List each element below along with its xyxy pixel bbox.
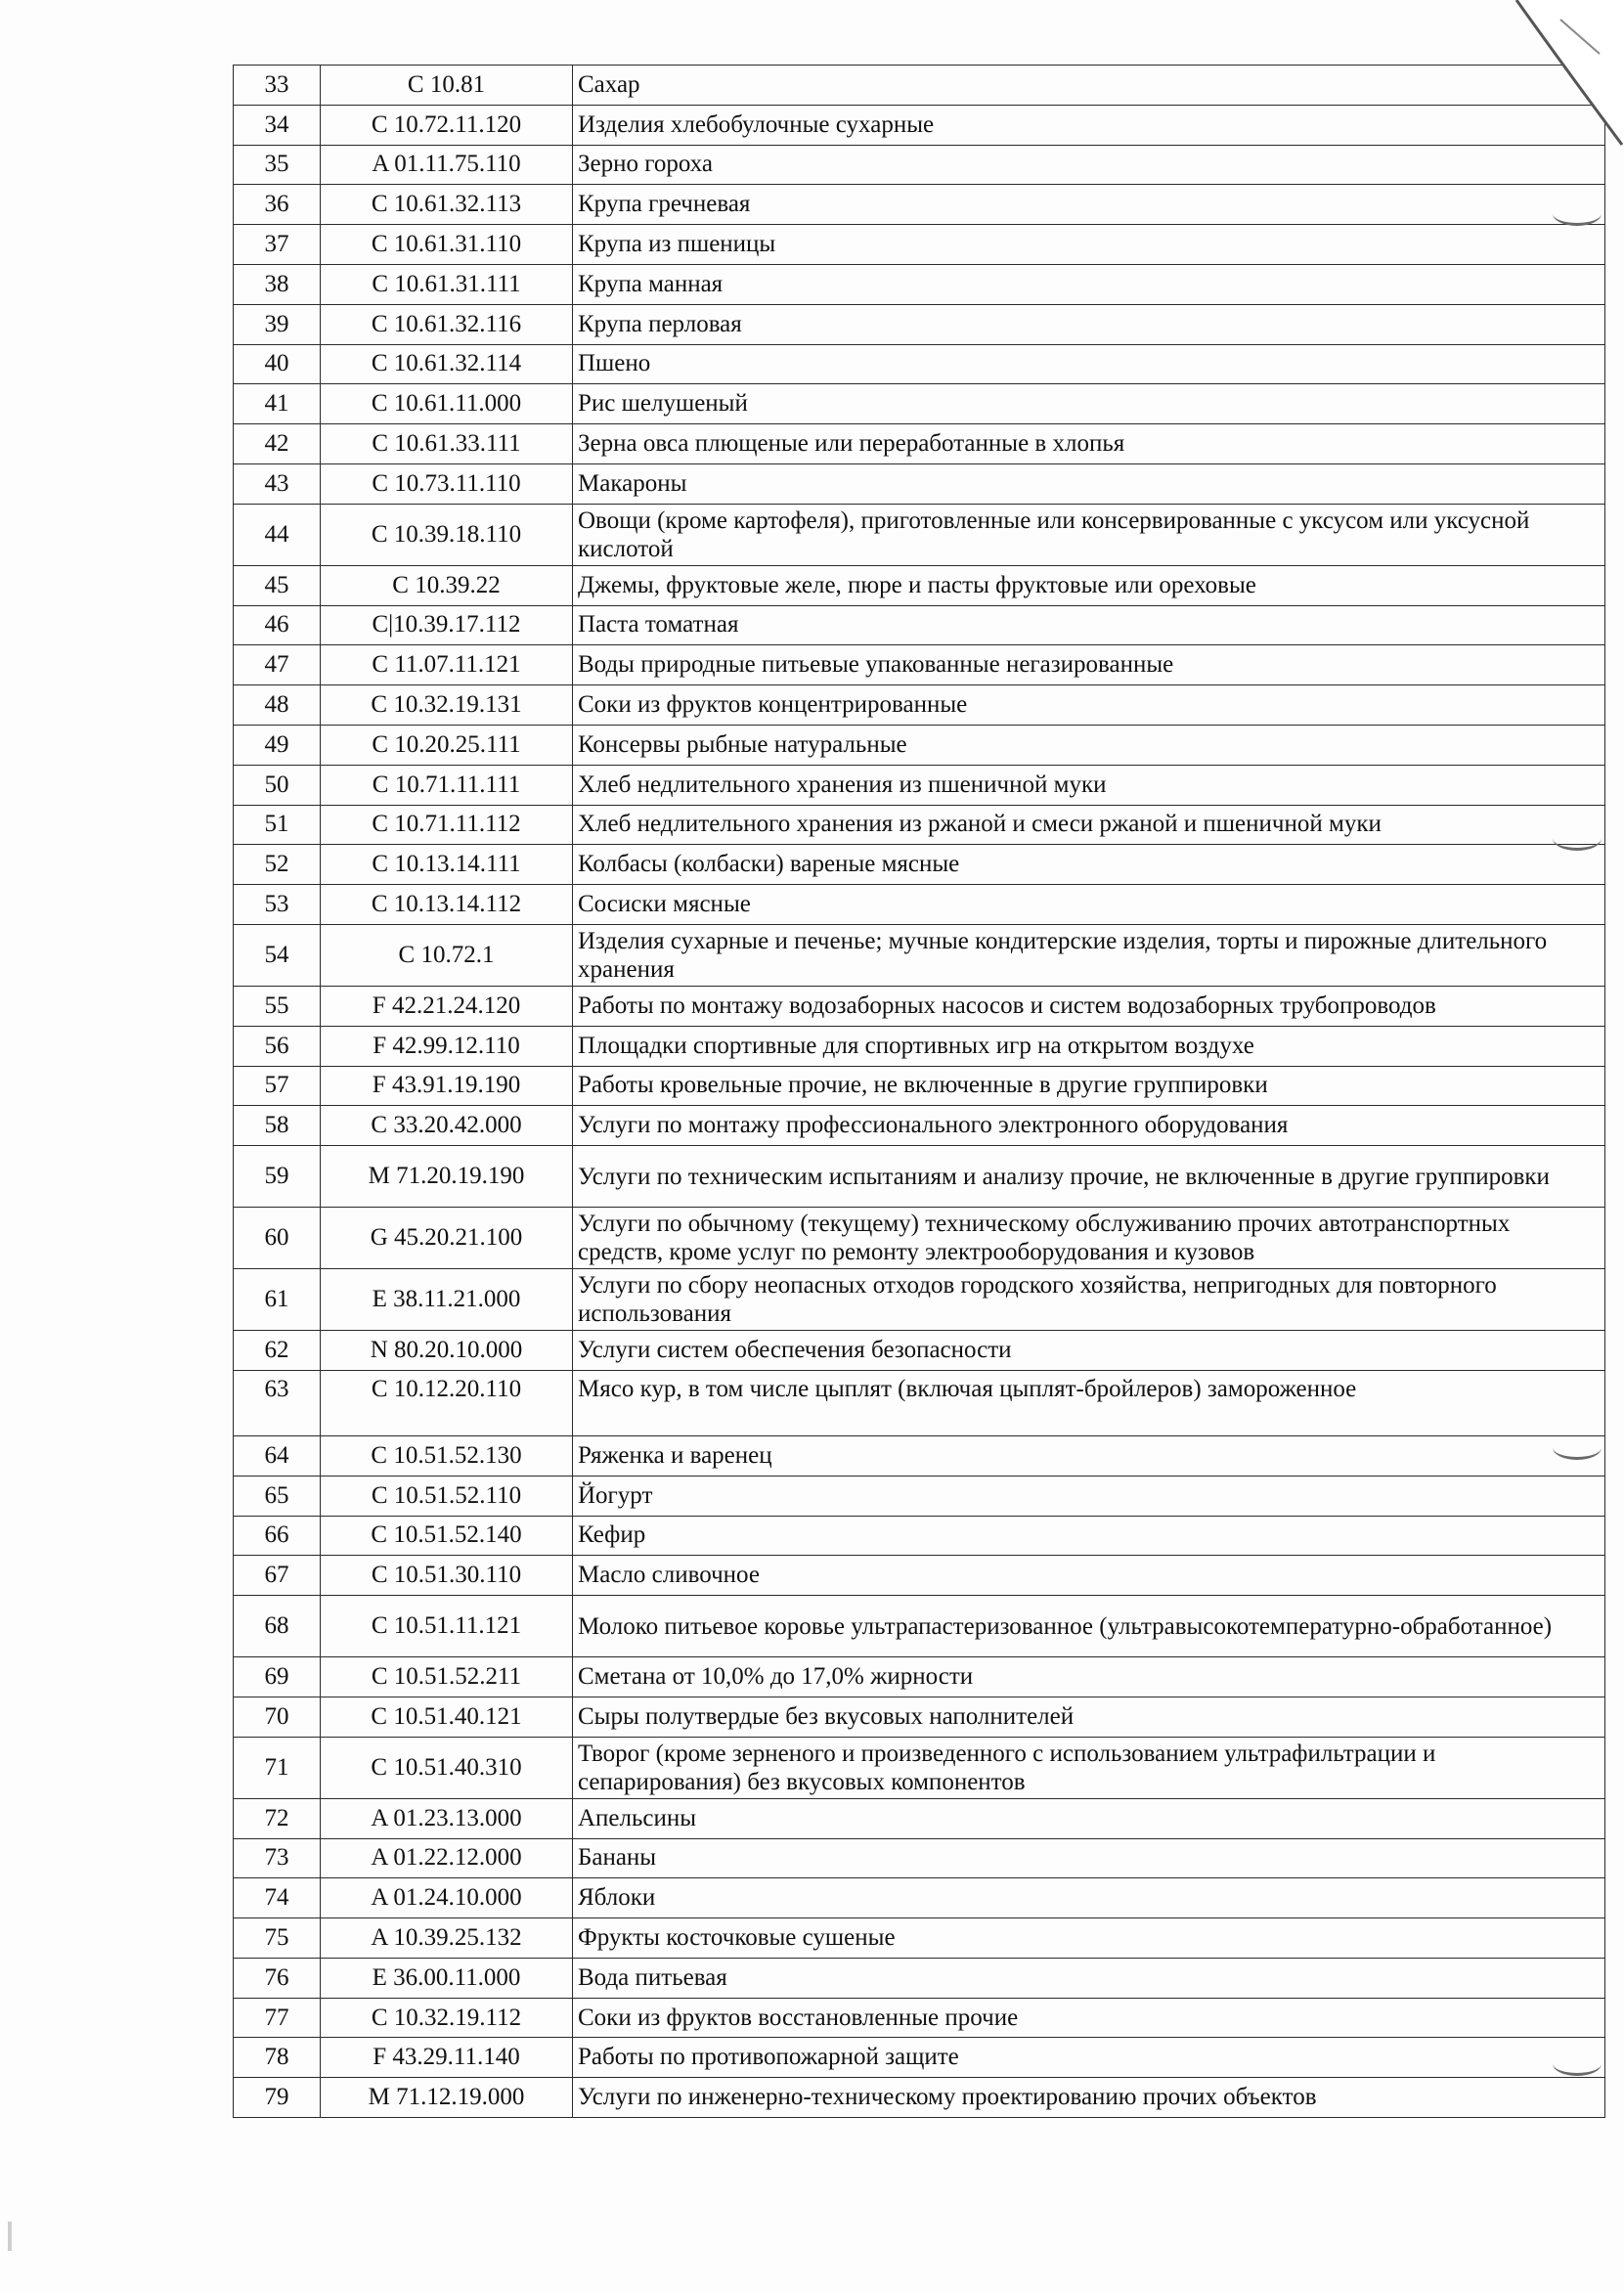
item-name-cell: Хлеб недлительного хранения из ржаной и смеси ржаной и пшеничной муки [573,805,1605,845]
okpd-code-cell: C 10.61.11.000 [321,384,573,424]
item-name-cell: Йогурт [573,1476,1605,1516]
table-row [234,1026,1605,1066]
item-name-cell: Пшено [573,344,1605,384]
item-name-cell: Услуги по инженерно-техническому проектированию прочих объектов [573,2078,1605,2118]
table-row [234,1066,1605,1106]
item-name-cell: Бананы [573,1838,1605,1878]
row-number-cell: 62 [234,1331,321,1371]
item-name-cell: Яблоки [573,1878,1605,1918]
okpd-code-cell: A 01.22.12.000 [321,1838,573,1878]
table-row [234,1146,1605,1208]
item-name-cell: Соки из фруктов восстановленные прочие [573,1998,1605,2038]
item-name-cell: Молоко питьевое коровье ультрапастеризованное (ультравысокотемпературно-обработанное) [573,1596,1605,1657]
item-name-cell: Сыры полутвердые без вкусовых наполнителей [573,1697,1605,1737]
okpd-code-cell: C 10.81 [321,66,573,106]
row-number-cell: 33 [234,66,321,106]
table-row [234,685,1605,726]
okpd-code-cell: C 10.51.40.121 [321,1697,573,1737]
okpd-code-cell: A 01.11.75.110 [321,145,573,185]
okpd-code-cell: G 45.20.21.100 [321,1208,573,1269]
row-number-cell: 65 [234,1476,321,1516]
row-number-cell: 53 [234,885,321,925]
row-number-cell: 47 [234,645,321,685]
row-number-cell: 55 [234,986,321,1026]
row-number-cell: 79 [234,2078,321,2118]
table-row [234,1657,1605,1697]
row-number-cell: 74 [234,1878,321,1918]
item-name-cell: Услуги систем обеспечения безопасности [573,1331,1605,1371]
item-name-cell: Рис шелушеный [573,384,1605,424]
row-number-cell: 52 [234,845,321,885]
okpd-code-cell: C 10.39.18.110 [321,504,573,565]
okpd-code-cell: C 33.20.42.000 [321,1106,573,1146]
table-row [234,1838,1605,1878]
row-number-cell: 66 [234,1516,321,1556]
item-name-cell: Работы по противопожарной защите [573,2038,1605,2078]
table-row [234,384,1605,424]
row-number-cell: 78 [234,2038,321,2078]
table-row [234,463,1605,504]
okpd-code-cell: A 01.23.13.000 [321,1798,573,1838]
row-number-cell: 57 [234,1066,321,1106]
table-row [234,1878,1605,1918]
punch-hole-mark [1553,826,1602,851]
table-row [234,645,1605,685]
item-name-cell: Работы кровельные прочие, не включенные в другие группировки [573,1066,1605,1106]
table-row [234,1435,1605,1476]
item-name-cell: Крупа манная [573,264,1605,304]
okpd-code-cell: A 01.24.10.000 [321,1878,573,1918]
okpd-code-cell: C 10.61.31.110 [321,225,573,265]
okpd-code-cell: C 10.32.19.112 [321,1998,573,2038]
okpd-code-cell: A 10.39.25.132 [321,1918,573,1959]
table-row [234,805,1605,845]
item-name-cell: Сахар [573,66,1605,106]
table-row [234,304,1605,344]
table-row [234,605,1605,645]
row-number-cell: 67 [234,1556,321,1596]
item-name-cell: Джемы, фруктовые желе, пюре и пасты фруктовые или ореховые [573,565,1605,605]
item-name-cell: Работы по монтажу водозаборных насосов и систем водозаборных трубопроводов [573,986,1605,1026]
item-name-cell: Фрукты косточковые сушеные [573,1918,1605,1959]
item-name-cell: Вода питьевая [573,1958,1605,1998]
table-row [234,1556,1605,1596]
item-name-cell: Сосиски мясные [573,885,1605,925]
row-number-cell: 37 [234,225,321,265]
row-number-cell: 69 [234,1657,321,1697]
punch-hole-mark [1553,2051,1602,2076]
row-number-cell: 36 [234,185,321,225]
row-number-cell: 34 [234,105,321,145]
okpd-code-cell: C 10.71.11.112 [321,805,573,845]
item-name-cell: Соки из фруктов концентрированные [573,685,1605,726]
table-row [234,225,1605,265]
okpd-code-cell: C 10.13.14.111 [321,845,573,885]
okpd-code-cell: C 10.61.31.111 [321,264,573,304]
item-name-cell: Масло сливочное [573,1556,1605,1596]
table-row [234,1370,1605,1435]
row-number-cell: 64 [234,1435,321,1476]
row-number-cell: 51 [234,805,321,845]
table-body [234,66,1605,2118]
table-row [234,2038,1605,2078]
table-row [234,1918,1605,1959]
item-name-cell: Кефир [573,1516,1605,1556]
table-row [234,1106,1605,1146]
row-number-cell: 54 [234,924,321,986]
table-row [234,1958,1605,1998]
item-name-cell: Услуги по монтажу профессионального электронного оборудования [573,1106,1605,1146]
okpd-code-cell: C 10.72.11.120 [321,105,573,145]
okpd-code-cell: C 10.20.25.111 [321,725,573,765]
okpd-code-cell: N 80.20.10.000 [321,1331,573,1371]
okpd-code-cell: C 10.71.11.111 [321,765,573,805]
okpd-code-table [233,65,1605,2118]
row-number-cell: 68 [234,1596,321,1657]
okpd-code-cell: C 10.61.32.113 [321,185,573,225]
okpd-code-cell: M 71.20.19.190 [321,1146,573,1208]
table-row [234,185,1605,225]
okpd-code-cell: E 38.11.21.000 [321,1269,573,1331]
row-number-cell: 70 [234,1697,321,1737]
okpd-code-cell: C 10.51.52.110 [321,1476,573,1516]
okpd-code-cell: C 10.51.52.130 [321,1435,573,1476]
table-row [234,1697,1605,1737]
okpd-code-cell: C 10.39.22 [321,565,573,605]
row-number-cell: 50 [234,765,321,805]
okpd-code-cell: C 10.61.32.116 [321,304,573,344]
table-row [234,264,1605,304]
okpd-code-cell: M 71.12.19.000 [321,2078,573,2118]
okpd-code-cell: C 10.61.33.111 [321,424,573,464]
row-number-cell: 41 [234,384,321,424]
item-name-cell: Воды природные питьевые упакованные негазированные [573,645,1605,685]
row-number-cell: 72 [234,1798,321,1838]
item-name-cell: Зерна овса плющеные или переработанные в хлопья [573,424,1605,464]
row-number-cell: 46 [234,605,321,645]
table-row [234,845,1605,885]
okpd-code-cell: F 42.21.24.120 [321,986,573,1026]
punch-hole-mark [1553,201,1602,226]
table-row [234,986,1605,1026]
okpd-code-cell: C 10.13.14.112 [321,885,573,925]
item-name-cell: Апельсины [573,1798,1605,1838]
table-row [234,924,1605,986]
okpd-code-cell: C 10.12.20.110 [321,1370,573,1435]
row-number-cell: 38 [234,264,321,304]
okpd-code-cell: C 10.51.52.140 [321,1516,573,1556]
table-row [234,765,1605,805]
row-number-cell: 59 [234,1146,321,1208]
okpd-code-cell: C 10.32.19.131 [321,685,573,726]
row-number-cell: 73 [234,1838,321,1878]
item-name-cell: Услуги по обычному (текущему) техническому обслуживанию прочих автотранспортных средств, кроме услуг по ремонту электрооборудования и кузовов [573,1208,1605,1269]
table-row [234,1476,1605,1516]
item-name-cell: Изделия сухарные и печенье; мучные кондитерские изделия, торты и пирожные длительного хранения [573,924,1605,986]
item-name-cell: Крупа гречневая [573,185,1605,225]
row-number-cell: 35 [234,145,321,185]
row-number-cell: 77 [234,1998,321,2038]
okpd-code-cell: C 10.72.1 [321,924,573,986]
item-name-cell: Хлеб недлительного хранения из пшеничной муки [573,765,1605,805]
row-number-cell: 44 [234,504,321,565]
item-name-cell: Площадки спортивные для спортивных игр на открытом воздухе [573,1026,1605,1066]
row-number-cell: 45 [234,565,321,605]
table-row [234,1596,1605,1657]
row-number-cell: 39 [234,304,321,344]
okpd-code-cell: F 43.29.11.140 [321,2038,573,2078]
table-row [234,1737,1605,1798]
folded-corner-mark [1507,0,1624,147]
table-row [234,504,1605,565]
row-number-cell: 75 [234,1918,321,1959]
row-number-cell: 43 [234,463,321,504]
okpd-code-cell: C 10.51.52.211 [321,1657,573,1697]
item-name-cell: Паста томатная [573,605,1605,645]
item-name-cell: Зерно гороха [573,145,1605,185]
table-row [234,1331,1605,1371]
row-number-cell: 76 [234,1958,321,1998]
table-row [234,565,1605,605]
item-name-cell: Услуги по сбору неопасных отходов городского хозяйства, непригодных для повторного использования [573,1269,1605,1331]
row-number-cell: 61 [234,1269,321,1331]
table-row [234,725,1605,765]
row-number-cell: 48 [234,685,321,726]
item-name-cell: Макароны [573,463,1605,504]
table-row [234,1798,1605,1838]
okpd-code-cell: F 43.91.19.190 [321,1066,573,1106]
punch-hole-mark [1553,1435,1602,1460]
okpd-code-cell: E 36.00.11.000 [321,1958,573,1998]
table-row [234,66,1605,106]
item-name-cell: Консервы рыбные натуральные [573,725,1605,765]
item-name-cell: Овощи (кроме картофеля), приготовленные или консервированные с уксусом или уксусной кислотой [573,504,1605,565]
okpd-code-cell: F 42.99.12.110 [321,1026,573,1066]
item-name-cell: Колбасы (колбаски) вареные мясные [573,845,1605,885]
item-name-cell: Сметана от 10,0% до 17,0% жирности [573,1657,1605,1697]
table-row [234,2078,1605,2118]
table-row [234,1516,1605,1556]
okpd-code-cell: C 10.51.11.121 [321,1596,573,1657]
okpd-code-cell: C 11.07.11.121 [321,645,573,685]
table-row [234,1208,1605,1269]
table-row [234,424,1605,464]
okpd-code-cell: C 10.61.32.114 [321,344,573,384]
table-row [234,1998,1605,2038]
okpd-code-cell: C 10.73.11.110 [321,463,573,504]
okpd-code-cell: C|10.39.17.112 [321,605,573,645]
okpd-code-cell: C 10.51.40.310 [321,1737,573,1798]
table-row [234,344,1605,384]
row-number-cell: 42 [234,424,321,464]
item-name-cell: Творог (кроме зерненого и произведенного с использованием ультрафильтрации и сепарирования) без вкусовых компонентов [573,1737,1605,1798]
scan-edge-mark [8,2222,12,2251]
item-name-cell: Ряженка и варенец [573,1435,1605,1476]
table-row [234,105,1605,145]
item-name-cell: Крупа перловая [573,304,1605,344]
row-number-cell: 56 [234,1026,321,1066]
item-name-cell: Услуги по техническим испытаниям и анализу прочие, не включенные в другие группировки [573,1146,1605,1208]
row-number-cell: 40 [234,344,321,384]
table-row [234,1269,1605,1331]
item-name-cell: Изделия хлебобулочные сухарные [573,105,1605,145]
row-number-cell: 49 [234,725,321,765]
item-name-cell: Крупа из пшеницы [573,225,1605,265]
row-number-cell: 63 [234,1370,321,1435]
table-row [234,885,1605,925]
table-row [234,145,1605,185]
row-number-cell: 71 [234,1737,321,1798]
row-number-cell: 60 [234,1208,321,1269]
row-number-cell: 58 [234,1106,321,1146]
item-name-cell: Мясо кур, в том числе цыплят (включая цыплят-бройлеров) замороженное [573,1370,1605,1435]
okpd-code-cell: C 10.51.30.110 [321,1556,573,1596]
